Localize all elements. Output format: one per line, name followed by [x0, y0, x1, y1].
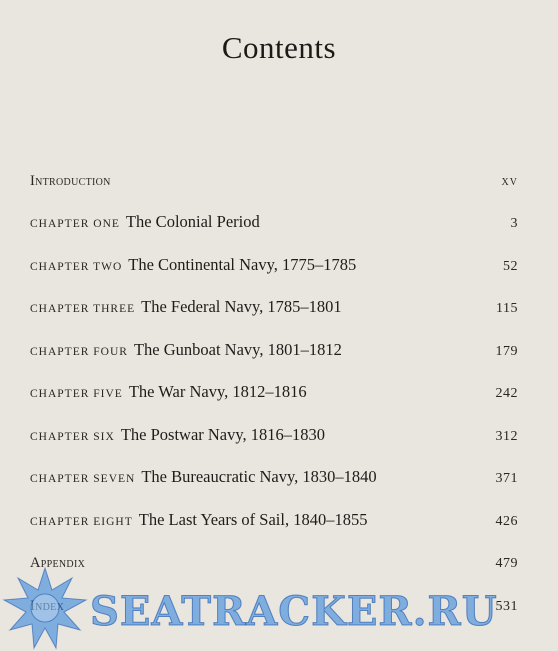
toc-entry-label: [30, 340, 342, 360]
toc-page-number: 479: [495, 556, 518, 571]
toc-page-number: xv: [501, 174, 518, 189]
toc-entry-label: Introduction: [30, 173, 111, 189]
chapter-title: The Continental Navy, 1775–1785: [128, 255, 357, 274]
chapter-title: The War Navy, 1812–1816: [128, 382, 307, 401]
page-title: Contents: [221, 30, 337, 65]
toc-entry-chapter-eight[interactable]: [30, 506, 518, 532]
chapter-title: The Last Years of Sail, 1840–1855: [138, 510, 368, 529]
toc-entry-label: [30, 467, 377, 487]
chapter-number-label: CHAPTER THREE: [30, 303, 136, 315]
toc-entry-label: [30, 425, 325, 445]
chapter-title: The Postwar Navy, 1816–1830: [120, 425, 326, 444]
toc-entry-chapter-three[interactable]: [30, 293, 518, 319]
toc-entry-chapter-seven[interactable]: [30, 463, 518, 489]
watermark-text: SEATRACKER.RU: [90, 588, 498, 635]
chapter-number-label: CHAPTER SEVEN: [30, 473, 136, 485]
chapter-number-label: CHAPTER EIGHT: [30, 516, 133, 528]
watermark: [0, 566, 558, 651]
toc-page-number: 312: [495, 429, 518, 444]
toc-page-number: 242: [495, 386, 518, 401]
chapter-title: The Federal Navy, 1785–1801: [141, 297, 342, 316]
toc-entry-label: [30, 510, 367, 530]
toc-page-number: 3: [510, 216, 518, 231]
chapter-number-label: CHAPTER FOUR: [30, 346, 128, 358]
chapter-number-label: CHAPTER SIX: [30, 431, 115, 443]
toc-page-number: 426: [495, 514, 518, 529]
toc-entry-introduction[interactable]: [30, 166, 518, 192]
toc-entry-label: [30, 212, 260, 232]
chapter-title: The Bureaucratic Navy, 1830–1840: [141, 467, 377, 486]
chapter-title: The Gunboat Navy, 1801–1812: [133, 340, 342, 359]
toc-page-number: 52: [503, 259, 518, 274]
chapter-number-label: CHAPTER TWO: [30, 261, 123, 273]
chapter-number-label: CHAPTER FIVE: [30, 388, 123, 400]
toc-entry-chapter-five[interactable]: [30, 378, 518, 404]
toc-page-number: 179: [495, 344, 518, 359]
toc-entry-chapter-four[interactable]: [30, 336, 518, 362]
toc-page-number: 115: [496, 301, 518, 316]
ship-wheel-icon: [0, 566, 90, 651]
chapter-number-label: CHAPTER ONE: [30, 218, 120, 230]
toc-entry-chapter-six[interactable]: [30, 421, 518, 447]
toc-entry-label: [30, 382, 307, 402]
toc-page-number: 371: [495, 471, 518, 486]
chapter-title: The Colonial Period: [125, 212, 260, 231]
toc-entry-label: Appendix: [30, 555, 86, 571]
toc-page-number: 531: [495, 599, 518, 614]
toc-entry-label: [30, 255, 356, 275]
toc-entry-chapter-one[interactable]: [30, 208, 518, 234]
toc-entry-label: [30, 297, 342, 317]
toc-entry-chapter-two[interactable]: [30, 251, 518, 277]
